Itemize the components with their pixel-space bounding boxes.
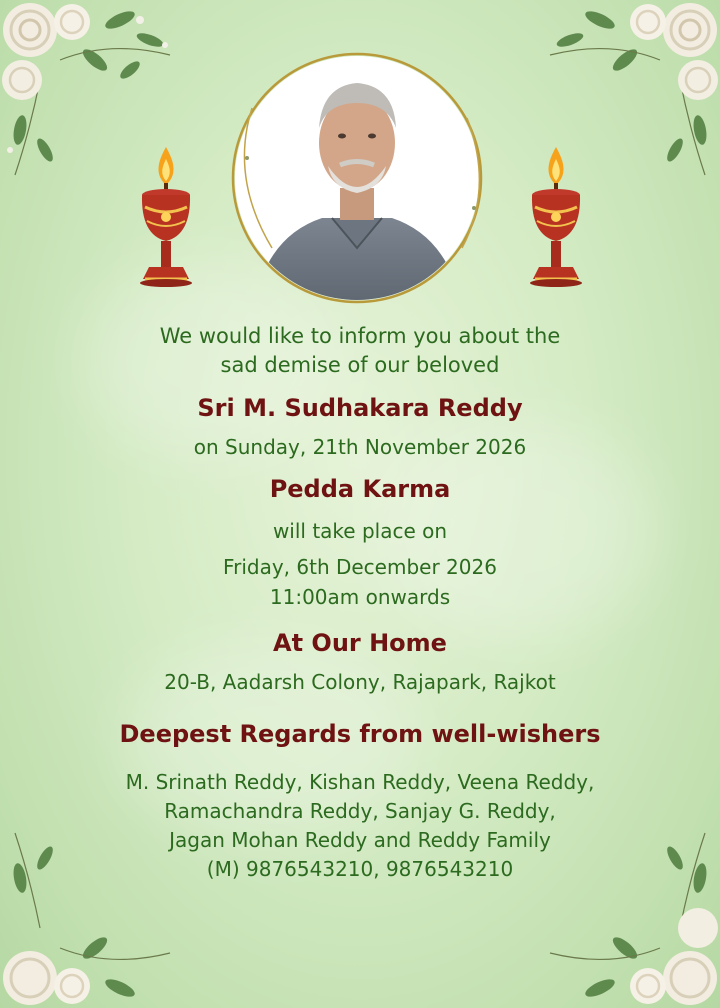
announcement-text xyxy=(40,322,680,884)
well-wishers-line: Ramachandra Reddy, Sanjay G. Reddy, xyxy=(164,799,556,823)
demise-date: on Sunday, 21th November 2026 xyxy=(193,435,527,459)
intro-line-1: We would like to inform you about the xyxy=(159,324,561,348)
ceremony-date: Friday, 6th December 2026 xyxy=(223,555,497,579)
venue-title: At Our Home xyxy=(273,629,447,657)
well-wishers-line: Jagan Mohan Reddy and Reddy Family xyxy=(169,828,551,852)
diya-lamp-icon xyxy=(131,145,201,295)
well-wishers-line: M. Srinath Reddy, Kishan Reddy, Veena Reddy, xyxy=(125,770,595,794)
ceremony-title: Pedda Karma xyxy=(269,475,451,503)
ceremony-take-place: will take place on xyxy=(272,519,448,543)
well-wishers-list xyxy=(40,768,680,884)
regards-title: Deepest Regards from well-wishers xyxy=(119,720,601,748)
diya-lamp-icon xyxy=(521,145,591,295)
contact-numbers: (M) 9876543210, 9876543210 xyxy=(206,857,514,881)
deceased-name: Sri M. Sudhakara Reddy xyxy=(197,394,523,422)
venue-address: 20-B, Aadarsh Colony, Rajapark, Rajkot xyxy=(164,670,556,694)
portrait-photo xyxy=(212,48,502,312)
intro-line-2: sad demise of our beloved xyxy=(220,353,500,377)
ceremony-time: 11:00am onwards xyxy=(269,585,451,609)
